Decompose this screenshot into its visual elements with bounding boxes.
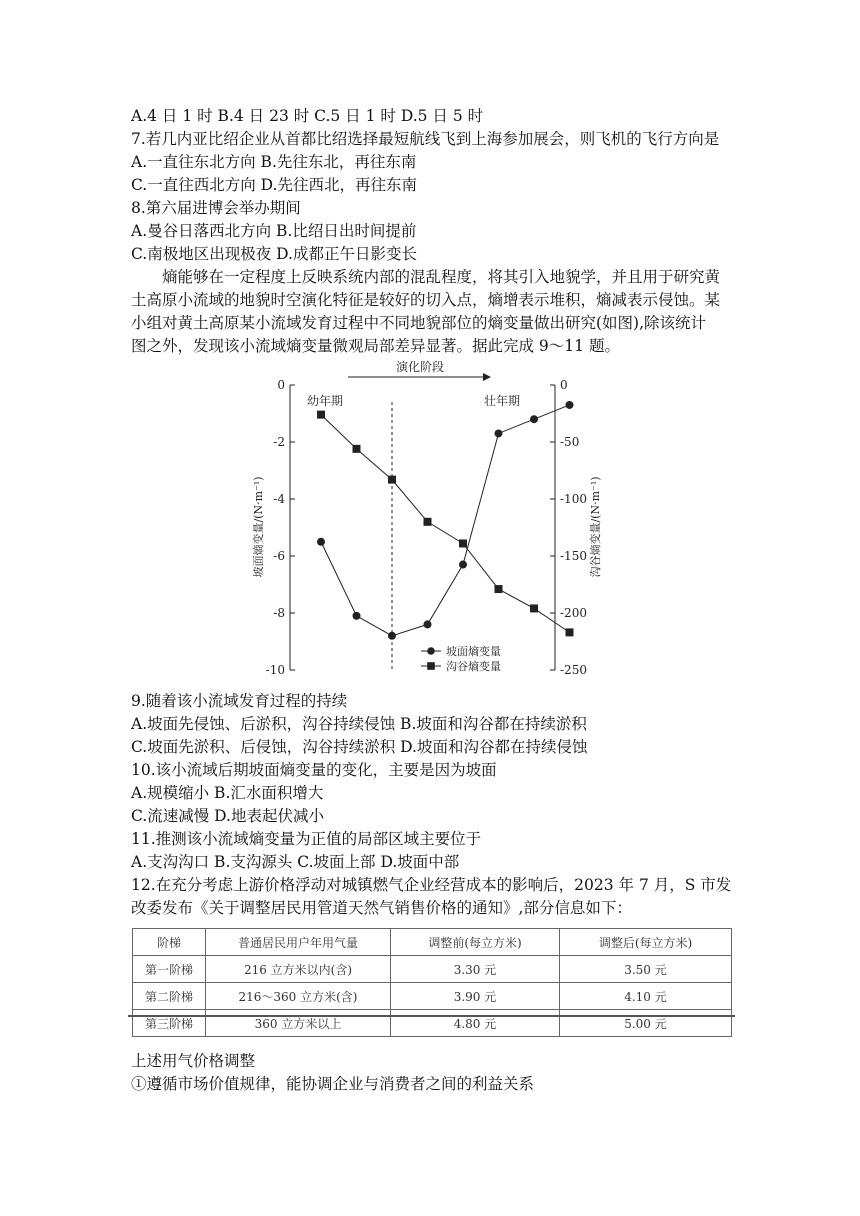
left-tick-label: 0 (277, 378, 285, 392)
line-1: A.4 日 1 时 B.4 日 23 时 C.5 日 1 时 D.5 日 5 时 (131, 107, 484, 125)
question-7: 7.若几内亚比绍企业从首都比绍选择最短航线飞到上海参加展会，则飞机的飞行方向是 (131, 130, 720, 148)
q10-options-cd: C.流速减慢 D.地表起伏减小 (131, 807, 324, 825)
question-9: 9.随着该小流域发育过程的持续 (131, 692, 348, 710)
right-tick-label: -50 (560, 435, 580, 449)
q7-options-cd: C.一直往西北方向 D.先往西北，再往东南 (131, 176, 417, 194)
q11-options: A.支沟沟口 B.支沟源头 C.坡面上部 D.坡面中部 (131, 853, 460, 871)
series-line-circle (321, 405, 570, 636)
gully-point (388, 476, 396, 484)
table-cell: 4.80 元 (391, 1010, 560, 1037)
legend-circle-marker (427, 647, 435, 655)
right-tick-label: -100 (560, 492, 587, 506)
table-cell: 4.10 元 (560, 983, 732, 1010)
gully-point (530, 604, 538, 612)
left-tick-label: -8 (273, 606, 285, 620)
slope-point (495, 429, 503, 437)
table-header: 调整前(每立方米) (391, 929, 560, 956)
passage-line-4: 图之外，发现该小流域熵变量微观局部差异显著。据此完成 9～11 题。 (131, 337, 620, 355)
right-tick-label: -250 (560, 663, 587, 677)
legend-label-gully: 沟谷熵变量 (446, 660, 501, 673)
left-tick-label: -2 (273, 435, 285, 449)
gas-price-table (132, 928, 732, 1037)
left-tick-label: -6 (273, 549, 285, 563)
question-11: 11.推测该小流域熵变量为正值的局部区域主要位于 (131, 830, 482, 848)
table-cell: 第三阶梯 (133, 1010, 206, 1037)
gully-point (424, 518, 432, 526)
table-cell: 3.30 元 (391, 956, 560, 983)
slope-point (317, 538, 325, 546)
gully-point (353, 445, 361, 453)
y-axis-label-left: 坡面熵变量/(N·m⁻¹) (252, 476, 265, 578)
statement-1: ①遵循市场价值规律，能协调企业与消费者之间的利益关系 (131, 1075, 535, 1093)
passage-line-1: 熵能够在一定程度上反映系统内部的混乱程度，将其引入地貌学，并且用于研究黄 (162, 268, 721, 286)
table-bottom-rule (128, 1015, 735, 1017)
gully-point (459, 539, 467, 547)
passage-line-2: 土高原小流域的地貌时空演化特征是较好的切入点，熵增表示堆积，熵减表示侵蚀。某 (131, 291, 721, 309)
q9-options-cd: C.坡面先淤积、后侵蚀，沟谷持续淤积 D.坡面和沟谷都在持续侵蚀 (131, 738, 588, 756)
table-header: 阶梯 (133, 929, 206, 956)
q10-options-ab: A.规模缩小 B.汇水面积增大 (131, 784, 324, 802)
table-cell: 216 立方米以内(含) (206, 956, 391, 983)
legend (421, 644, 501, 673)
slope-point (388, 632, 396, 640)
table-header-row (133, 929, 732, 956)
table-cell: 3.90 元 (391, 983, 560, 1010)
table-cell: 216～360 立方米(含) (206, 983, 391, 1010)
question-8: 8.第六届进博会举办期间 (131, 199, 301, 217)
stage-label: 演化阶段 (395, 360, 445, 374)
table-header: 调整后(每立方米) (560, 929, 732, 956)
table-row (133, 1010, 732, 1037)
question-12-cont: 改委发布《关于调整居民用管道天然气销售价格的通知》,部分信息如下： (131, 899, 632, 917)
table-cell: 3.50 元 (560, 956, 732, 983)
gully-point (495, 585, 503, 593)
gully-point (566, 628, 574, 636)
left-tick-label: -10 (265, 663, 285, 677)
question-12: 12.在充分考虑上游价格浮动对城镇燃气企业经营成本的影响后，2023 年 7 月，S 市发 (131, 876, 732, 894)
slope-point (459, 561, 467, 569)
q7-options-ab: A.一直往东北方向 B.先往东北，再往东南 (131, 153, 417, 171)
q8-options-ab: A.曼谷日落西北方向 B.比绍日出时间提前 (131, 222, 417, 240)
passage-line-3: 小组对黄土高原某小流域发育过程中不同地貌部位的熵变量做出研究(如图),除该统计 (131, 314, 707, 332)
right-tick-label: -200 (560, 606, 587, 620)
slope-point (530, 415, 538, 423)
slope-point (424, 620, 432, 628)
period-label-young: 幼年期 (306, 394, 344, 408)
table-header: 普通居民用户年用气量 (206, 929, 391, 956)
table-row (133, 956, 732, 983)
slope-point (353, 612, 361, 620)
legend-label-slope: 坡面熵变量 (446, 645, 501, 658)
table-row (133, 983, 732, 1010)
table-cell: 第一阶梯 (133, 956, 206, 983)
table-cell: 5.00 元 (560, 1010, 732, 1037)
table-cell: 360 立方米以上 (206, 1010, 391, 1037)
question-10: 10.该小流域后期坡面熵变量的变化，主要是因为坡面 (131, 761, 497, 779)
right-tick-label: -150 (560, 549, 587, 563)
line-after-table: 上述用气价格调整 (131, 1052, 256, 1070)
gully-point (317, 411, 325, 419)
stage-arrow-head (483, 373, 491, 381)
entropy-chart (245, 360, 605, 682)
y-axis-label-right: 沟谷熵变量/(N·m⁻¹) (589, 476, 602, 578)
q8-options-cd: C.南极地区出现极夜 D.成都正午日影变长 (131, 245, 417, 263)
right-tick-label: 0 (560, 378, 568, 392)
left-tick-label: -4 (273, 492, 285, 506)
table-cell: 第二阶梯 (133, 983, 206, 1010)
q9-options-ab: A.坡面先侵蚀、后淤积，沟谷持续侵蚀 B.坡面和沟谷都在持续淤积 (131, 715, 587, 733)
slope-point (566, 401, 574, 409)
period-label-mature: 壮年期 (483, 394, 521, 408)
legend-square-marker (427, 662, 435, 670)
